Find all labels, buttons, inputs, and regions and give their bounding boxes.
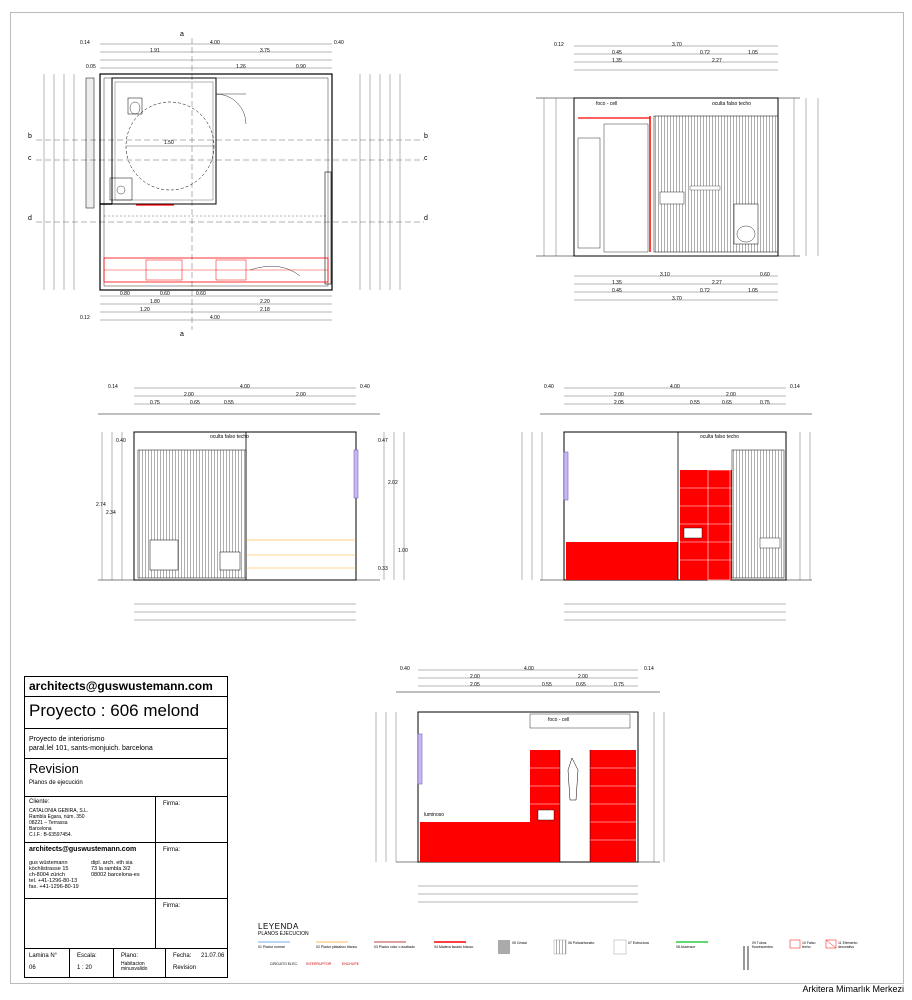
e3-dim-top-5: 0.55 [690,400,700,406]
e2-height-6: 0.33 [378,566,388,572]
arch-line: gus wüstemann [29,860,68,866]
e4-dim-top-5: 0.55 [542,682,552,688]
e1-dim-bottom-5: 1.35 [612,280,622,286]
plan-dim-top-5: 1.26 [236,64,246,70]
e3-dim-top-0: 4.00 [670,384,680,390]
plan-dim-top-7: 0.05 [86,64,96,70]
client-line: CATALONIA GEBIRA, S.L. [29,808,89,814]
legend-item: 10 Falso techo [802,941,816,949]
plan-dim-top-3: 1.91 [150,48,160,54]
arch-line: ch-8004 zürich [29,872,66,878]
e1-dim-bottom-4: 1.05 [748,288,758,294]
e1-dim-bottom-0: 3.10 [660,272,670,278]
e3-dim-top-7: 0.75 [760,400,770,406]
e2-dim-top-5: 0.65 [190,400,200,406]
legend-subtitle: PLANOS EJECUCION [258,931,309,937]
arch-line: köchlistrasse 15 [29,866,69,872]
legend-circuit-label: CIRCUITO ELEC. [270,962,298,966]
legend-item: 03 Pladur color o acabado [374,945,415,949]
section-marker-d-right: d [424,215,428,222]
e2-dim-top-0: 4.00 [240,384,250,390]
e1-dim-top-3: 1.05 [748,50,758,56]
architect-address-left [25,859,83,891]
title-block [24,676,228,978]
client-line: Rambla Egara, núm. 350 [29,814,85,820]
title-block-divider [113,949,114,977]
e1-dim-top-5: 2.27 [712,58,722,64]
revision-value: Revision [173,965,197,971]
e1-dim-top-6: 0.12 [554,42,564,48]
client-line: Barcelona [29,826,52,832]
plano-label: Plano: [121,953,139,959]
lamina-value: 06 [29,965,36,971]
e2-height-1: 2.34 [106,510,116,516]
e2-height-3: 0.47 [378,438,388,444]
plan-dimensions [44,44,400,320]
fecha-label: Fecha: [173,953,192,959]
e4-note-foco: foco - cell [548,717,570,723]
section-marker-c-left: c [28,155,32,162]
e4-dim-top-6: 0.65 [576,682,586,688]
e4-dim-top-1: 0.40 [400,666,410,672]
firma-label-2: Firma: [163,847,180,853]
arch-line: dipl. arch. eth sia [91,860,133,866]
legend-item: 04 Madera lacado blanco [434,945,474,949]
project-description [25,729,227,759]
e2-note-oculta: oculta falso techo [210,434,249,440]
section-marker-b-left: b [28,133,32,140]
legend-item: 02 Pladur plakabox blanco [316,945,358,949]
legend-circuit-switch: INTERRUPTOR [306,962,332,966]
client-label: Cliente: [29,799,50,805]
legend-title: LEYENDA [258,922,299,931]
e2-dim-top-3: 2.00 [296,392,306,398]
e4-dim-top-3: 2.00 [578,674,588,680]
e1-dim-bottom-3: 0.72 [700,288,710,294]
e4-note-luminoso: luminoso [424,812,445,818]
e1-note-oculta: oculta falso techo [712,101,751,107]
plan-dim-bottom-0: 0.80 [120,291,130,297]
elevation-4 [396,692,660,862]
fecha-value: 21.07.06 [201,953,225,959]
title-block-divider [155,797,156,949]
e1-dim-top-0: 3.70 [672,42,682,48]
e4-dim-top-0: 4.00 [524,666,534,672]
e2-height-2: 0.40 [116,438,126,444]
project-desc-line-2: paral.lel 101, sants-monjuich. barcelona [29,745,153,752]
legend-item: 08 Ascensor [676,945,696,949]
plan-dim-bottom-2: 0.60 [196,291,206,297]
firma-label-3: Firma: [163,903,180,909]
architect-email: architects@guswustemann.com [29,846,137,853]
section-marker-a-top: a [180,31,184,38]
section-marker-c-right: c [424,155,428,162]
sheet-info-row [25,949,227,977]
plan-dim-bottom-6: 2.18 [260,307,270,313]
e1-dim-top-1: 0.45 [612,50,622,56]
e3-dim-top-8: 0.14 [790,384,800,390]
plan-dim-bottom-3: 1.80 [150,299,160,305]
revision-box [25,759,227,797]
firma-box [25,899,227,949]
client-info [25,807,227,839]
watermark: Arkitera Mimarlık Merkezi [802,984,904,994]
e2-height-5: 1.00 [398,548,408,554]
e3-dim-top-3: 2.00 [726,392,736,398]
arch-line: tel. +41-1296-80-13 [29,878,78,884]
architect-address-right [87,859,144,879]
escala-value: 1 : 20 [77,965,93,971]
e3-dim-top-4: 2.05 [614,400,624,406]
section-marker-d-left: d [28,215,32,222]
legend-item: 09 Tubos fluorescentes [752,941,773,949]
title-block-divider [165,949,166,977]
title-block-email: architects@guswustemann.com [25,677,227,697]
e4-dim-top-2: 2.00 [470,674,480,680]
escala-label: Escala: [77,953,97,959]
legend-item: 01 Pladur normal [258,945,285,949]
plan-dim-bottom-8: 0.12 [80,315,90,321]
plan-dim-top-1: 4.00 [210,40,220,46]
e4-dim-top-8: 0.14 [644,666,654,672]
legend-item: 07 Estructura [628,941,649,945]
arch-line: 73 la rambla 3/2 [91,866,131,872]
e1-dim-bottom-6: 2.27 [712,280,722,286]
client-box [25,797,227,843]
section-marker-a-bottom: a [180,331,184,338]
e3-note-oculta: oculta falso techo [700,434,739,440]
e2-dim-top-1: 0.40 [360,384,370,390]
elevation-1 [536,98,800,256]
plan-dim-top-4: 3.75 [260,48,270,54]
legend [258,922,309,937]
lamina-label: Lamina N° [29,953,58,959]
firma-label-1: Firma: [163,801,180,807]
client-line: C.I.F.: B-63597454. [29,832,73,838]
revision-title: Revision [29,761,79,776]
legend-item: 05 Cristal [512,941,527,945]
plan-dim-top-0: 0.14 [80,40,90,46]
e2-dim-top-2: 2.00 [184,392,194,398]
plan-dim-bottom-4: 2.20 [260,299,270,305]
e4-dim-top-4: 2.05 [470,682,480,688]
arch-line: 08002 barcelona-es [91,872,140,878]
e3-dim-top-6: 0.65 [722,400,732,406]
architect-box [25,843,227,899]
turning-radius-label: 1.50 [164,140,174,146]
e3-dim-top-2: 2.00 [614,392,624,398]
arch-line: fax. +41-1296-80-19 [29,884,79,890]
e2-height-0: 2.74 [96,502,106,508]
floor-plan [36,38,424,330]
elevation-3 [540,414,812,580]
plan-dim-top-2: 0.40 [334,40,344,46]
e2-dim-top-4: 0.75 [150,400,160,406]
e2-dim-top-6: 0.55 [224,400,234,406]
e1-dim-bottom-1: 0.60 [760,272,770,278]
e1-dim-bottom-2: 0.45 [612,288,622,294]
legend-circuit-outlet: ENCHUFE [342,962,359,966]
project-desc-line-1: Proyecto de interiorismo [29,736,105,743]
e4-dim-top-7: 0.75 [614,682,624,688]
e3-dim-top-1: 0.40 [544,384,554,390]
plan-dim-top-6: 0.90 [296,64,306,70]
section-marker-b-right: b [424,133,428,140]
e1-note-foco: foco - cell [596,101,618,107]
title-block-divider [69,949,70,977]
plan-dim-bottom-7: 4.00 [210,315,220,321]
e1-dim-top-2: 0.72 [700,50,710,56]
e2-height-4: 2.02 [388,480,398,486]
revision-subtitle: Planos de ejecución [29,780,83,786]
e1-dim-top-4: 1.35 [612,58,622,64]
legend-item: 11 Elemento decorativo [838,941,858,949]
legend-item: 06 Policarbonato [568,941,595,945]
e2-dim-top-7: 0.14 [108,384,118,390]
plan-dim-bottom-5: 1.20 [140,307,150,313]
project-title: Proyecto : 606 melond [25,697,227,729]
plano-value: Habitacion minusvalido [121,961,148,972]
client-line: 08221 – Terrassa [29,820,68,826]
plan-dim-bottom-1: 0.60 [160,291,170,297]
e1-dim-bottom-7: 3.70 [672,296,682,302]
